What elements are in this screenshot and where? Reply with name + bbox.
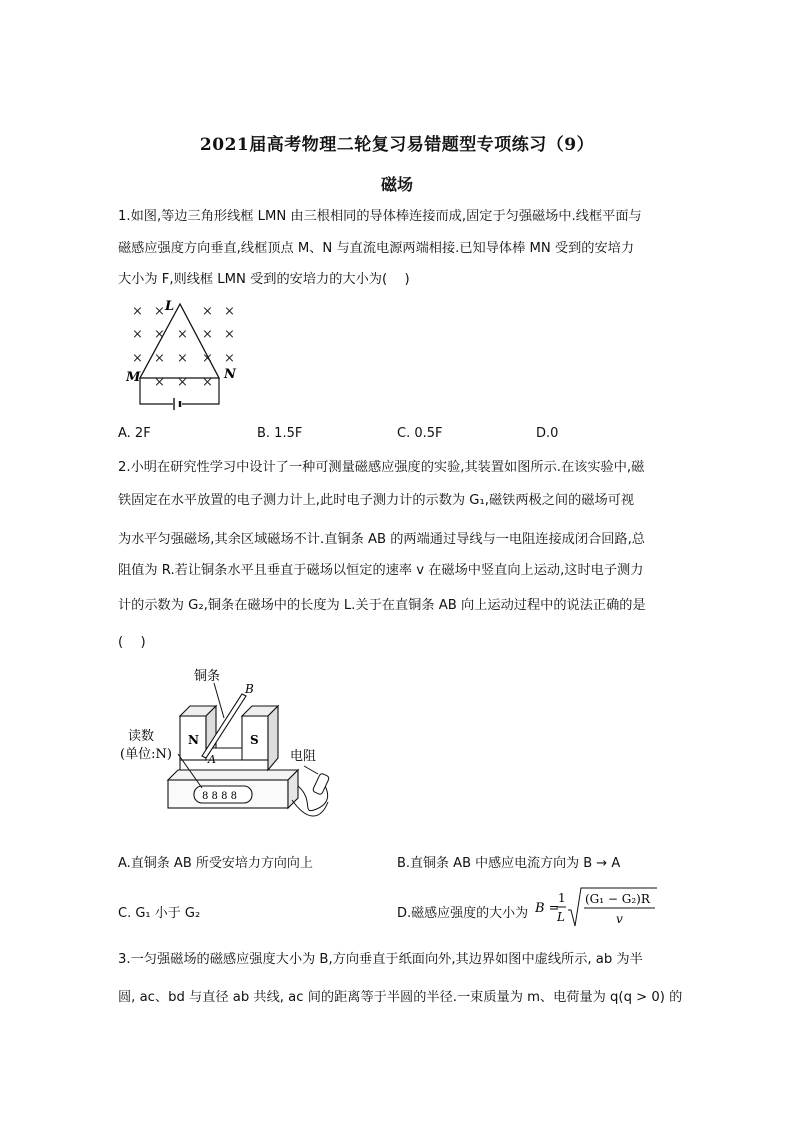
- vertex-label-M: M: [126, 370, 141, 385]
- cross-mark: ×: [202, 351, 213, 366]
- q2-option-a: A.直铜条 AB 所受安培力方向向上: [118, 856, 313, 871]
- cross-mark: ×: [202, 327, 213, 342]
- q1-line-2: 磁感应强度方向垂直,线框顶点 M、N 与直流电源两端相接.已知导体棒 MN 受到的安培力: [118, 241, 635, 256]
- q2-option-b: B.直铜条 AB 中感应电流方向为 B → A: [397, 856, 621, 871]
- q2-line-6: ( ): [118, 635, 146, 650]
- cross-mark: ×: [224, 351, 235, 366]
- q2-option-c: C. G₁ 小于 G₂: [118, 906, 201, 921]
- formula-coef-denominator: L: [557, 910, 565, 924]
- pole-label-s: S: [250, 733, 259, 747]
- document-title: 2021届高考物理二轮复习易错题型专项练习（9）: [199, 135, 595, 155]
- magnetic-field-crosses: [132, 304, 235, 390]
- q3-line-1: 3.一匀强磁场的磁感应强度大小为 B,方向垂直于纸面向外,其边界如图中虚线所示, ab 为半: [118, 952, 643, 967]
- cross-mark: ×: [177, 327, 188, 342]
- cross-mark: ×: [154, 327, 165, 342]
- q2-option-d: D.磁感应强度的大小为: [397, 906, 529, 921]
- q1-option-a: A. 2F: [118, 426, 151, 441]
- resistor-label: 电阻: [290, 749, 317, 764]
- cross-mark: ×: [202, 304, 213, 319]
- q2-line-5: 计的示数为 G₂,铜条在磁场中的长度为 L.关于在直铜条 AB 向上运动过程中的说法正确的是: [118, 598, 646, 613]
- cross-mark: ×: [132, 351, 143, 366]
- end-label-a: A: [208, 753, 216, 766]
- q1-option-b: B. 1.5F: [257, 426, 303, 441]
- q1-line-1: 1.如图,等边三角形线框 LMN 由三根相同的导体棒连接而成,固定于匀强磁场中.线框平面与: [118, 209, 642, 224]
- q2-option-d-formula: [535, 884, 660, 932]
- vertex-label-N: N: [224, 367, 236, 382]
- document-subtitle: 磁场: [380, 175, 413, 194]
- display-digits: 8 8 8 8: [202, 791, 237, 802]
- q1-option-d: D.0: [536, 426, 559, 441]
- q1-line-3: 大小为 F,则线框 LMN 受到的安培力的大小为( ): [118, 272, 410, 287]
- cross-mark: ×: [224, 327, 235, 342]
- scale-top: [168, 770, 298, 780]
- q2-apparatus-figure: [118, 660, 348, 835]
- cross-mark: ×: [224, 304, 235, 319]
- cross-mark: ×: [154, 351, 165, 366]
- q1-triangle-figure: [118, 298, 248, 414]
- reading-label: 读数: [128, 729, 155, 744]
- cross-mark: ×: [154, 375, 165, 390]
- copper-label: 铜条: [194, 669, 221, 684]
- q2-line-1: 2.小明在研究性学习中设计了一种可测量磁感应强度的实验,其装置如图所示.在该实验中,磁: [118, 460, 645, 475]
- unit-label: (单位:N): [120, 747, 172, 762]
- formula-rad-numerator: (G₁ − G₂)R: [585, 892, 650, 906]
- end-label-b: B: [245, 682, 254, 696]
- formula-lhs: B =: [535, 901, 560, 916]
- q2-line-2: 铁固定在水平放置的电子测力计上,此时电子测力计的示数为 G₁,磁铁两极之间的磁场可视: [118, 493, 635, 508]
- cross-mark: ×: [177, 375, 188, 390]
- q1-option-c: C. 0.5F: [397, 426, 443, 441]
- formula-rad-denominator: v: [616, 912, 623, 926]
- vertex-label-L: L: [165, 299, 175, 314]
- q3-line-2: 圆, ac、bd 与直径 ab 共线, ac 间的距离等于半圆的半径.一束质量为 m、电荷量为 q(q > 0) 的: [118, 990, 683, 1005]
- cross-mark: ×: [132, 327, 143, 342]
- q2-line-3: 为水平匀强磁场,其余区域磁场不计.直铜条 AB 的两端通过导线与一电阻连接成闭合回路,总: [118, 532, 645, 547]
- cross-mark: ×: [154, 304, 165, 319]
- cross-mark: ×: [202, 375, 213, 390]
- formula-coef-numerator: 1: [558, 891, 566, 905]
- pole-label-n: N: [188, 733, 199, 747]
- cross-mark: ×: [177, 351, 188, 366]
- q2-line-4: 阻值为 R.若让铜条水平且垂直于磁场以恒定的速率 v 在磁场中竖直向上运动,这时电子测力: [118, 563, 644, 578]
- cross-mark: ×: [132, 304, 143, 319]
